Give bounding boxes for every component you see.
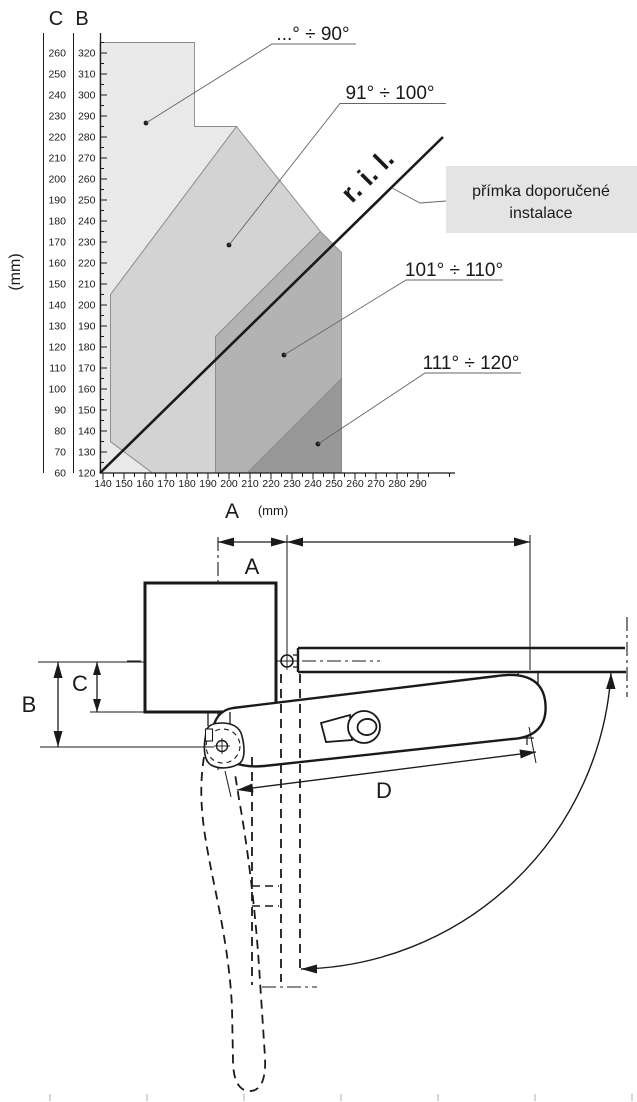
c-axis-tick-labels	[48, 48, 66, 480]
a-axis-tick-labels	[94, 478, 427, 490]
dim-arrowhead	[218, 538, 234, 547]
svg-text:210: 210	[48, 152, 66, 165]
dimension-a-label: A	[244, 554, 260, 579]
svg-text:100: 100	[48, 383, 66, 396]
svg-text:170: 170	[48, 236, 66, 249]
svg-text:190: 190	[199, 478, 217, 490]
svg-text:110: 110	[49, 362, 66, 375]
zone-120deg-callout	[316, 353, 521, 446]
svg-text:130: 130	[77, 446, 96, 459]
dim-arrowhead	[287, 538, 303, 547]
svg-text:250: 250	[48, 68, 66, 81]
svg-text:220: 220	[48, 131, 66, 144]
svg-text:200: 200	[48, 173, 66, 186]
svg-text:180: 180	[48, 215, 66, 228]
dimension-d-label: D	[376, 778, 392, 803]
svg-text:210: 210	[241, 478, 259, 490]
svg-text:160: 160	[136, 478, 154, 490]
annotation-line1: přímka doporučené	[472, 183, 610, 200]
y-major-ticks	[101, 53, 108, 473]
svg-text:140: 140	[77, 425, 96, 438]
svg-text:230: 230	[48, 110, 66, 123]
svg-text:150: 150	[77, 404, 96, 417]
svg-text:190: 190	[48, 194, 66, 207]
svg-text:150: 150	[115, 478, 133, 490]
svg-text:240: 240	[77, 215, 96, 228]
x-axis-unit: (mm)	[257, 503, 289, 518]
zone-90deg-label: ...° ÷ 90°	[276, 24, 350, 45]
svg-text:120: 120	[77, 467, 96, 480]
d-witness-line	[225, 771, 231, 797]
dim-arrowhead	[93, 699, 101, 712]
svg-text:200: 200	[220, 478, 238, 490]
y-axis-unit-label: (mm)	[7, 253, 24, 291]
svg-text:250: 250	[77, 194, 96, 207]
svg-text:220: 220	[262, 478, 280, 490]
svg-text:220: 220	[77, 257, 96, 270]
svg-text:260: 260	[77, 173, 96, 186]
arc-arrowhead-left	[301, 965, 317, 974]
zone-100deg-label: 91° ÷ 100°	[345, 83, 435, 104]
dim-arrowhead	[54, 731, 63, 747]
svg-text:140: 140	[48, 299, 66, 312]
dim-arrowhead	[514, 538, 530, 547]
arm-pivot-plate	[204, 723, 244, 768]
dim-arrowhead	[237, 784, 254, 793]
dimension-b-label: B	[21, 692, 37, 717]
svg-text:120: 120	[48, 341, 66, 354]
svg-text:270: 270	[367, 478, 385, 490]
svg-text:160: 160	[48, 257, 66, 270]
bottom-scan-ticks	[50, 1094, 632, 1101]
svg-text:320: 320	[77, 47, 96, 60]
svg-text:180: 180	[178, 478, 196, 490]
svg-text:150: 150	[48, 278, 66, 291]
svg-text:310: 310	[77, 68, 96, 81]
svg-text:60: 60	[54, 467, 66, 480]
svg-text:290: 290	[77, 110, 96, 123]
svg-text:130: 130	[48, 320, 66, 333]
callout-leader	[318, 373, 521, 444]
svg-text:280: 280	[388, 478, 406, 490]
svg-text:250: 250	[325, 478, 343, 490]
dim-arrowhead	[54, 662, 63, 678]
dimension-c-label: C	[72, 671, 88, 696]
dim-arrowhead	[271, 538, 287, 547]
annotation-leader	[392, 188, 446, 203]
svg-text:200: 200	[77, 299, 96, 312]
svg-text:90: 90	[54, 404, 66, 417]
c-axis-header: C	[48, 8, 64, 30]
svg-text:210: 210	[77, 278, 96, 291]
svg-text:140: 140	[94, 478, 112, 490]
installation-chart	[7, 8, 637, 523]
arc-arrowhead-up	[606, 673, 616, 689]
svg-text:180: 180	[77, 341, 96, 354]
svg-text:240: 240	[48, 89, 66, 102]
svg-text:170: 170	[157, 478, 175, 490]
gate-operator-drawing	[22, 535, 632, 1101]
annotation-line2: instalace	[509, 205, 573, 222]
motor-box	[145, 583, 276, 712]
x-axis-letter: A	[224, 500, 240, 523]
dim-arrowhead	[93, 662, 101, 675]
svg-text:260: 260	[48, 47, 66, 60]
svg-text:80: 80	[54, 425, 66, 438]
b-axis-tick-labels	[78, 48, 96, 480]
svg-text:260: 260	[346, 478, 364, 490]
svg-text:240: 240	[304, 478, 322, 490]
y-minor-ticks	[101, 43, 105, 463]
svg-text:160: 160	[77, 383, 96, 396]
b-axis-header: B	[75, 8, 89, 30]
zone-110deg-label: 101° ÷ 110°	[404, 260, 504, 281]
svg-text:290: 290	[409, 478, 427, 490]
svg-text:230: 230	[283, 478, 301, 490]
svg-text:170: 170	[77, 362, 96, 375]
svg-text:190: 190	[77, 320, 96, 333]
svg-text:230: 230	[77, 236, 96, 249]
ril-annotation-box	[392, 166, 637, 233]
svg-text:300: 300	[77, 89, 96, 102]
arm-closed-position	[201, 757, 265, 1091]
svg-text:70: 70	[54, 446, 66, 459]
zone-120deg-label: 111° ÷ 120°	[422, 353, 520, 374]
svg-text:270: 270	[77, 152, 96, 165]
svg-text:280: 280	[77, 131, 96, 144]
ril-label: r. i. l.	[335, 143, 400, 209]
